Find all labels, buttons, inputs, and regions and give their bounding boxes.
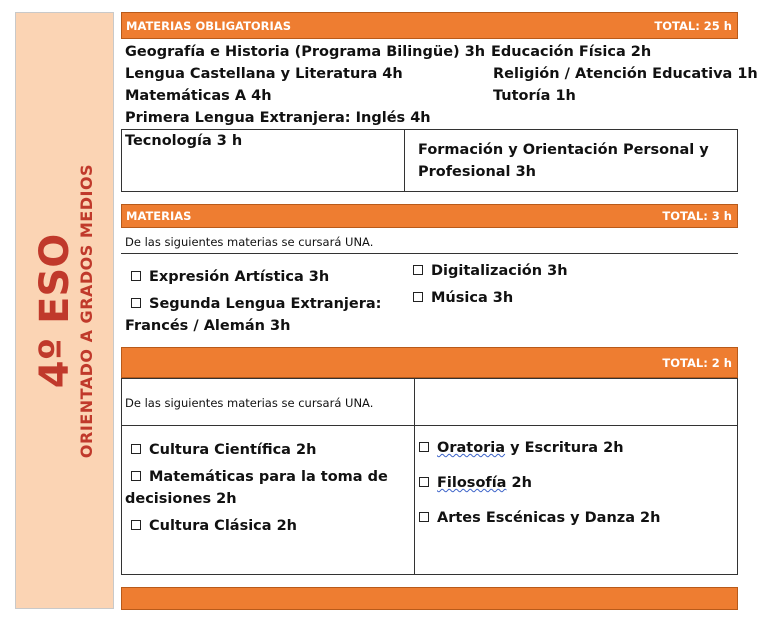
- option-cultura-cientifica[interactable]: Cultura Científica 2h: [131, 442, 316, 458]
- subject-geografia: Geografía e Historia (Programa Bilingüe) 3h: [125, 44, 486, 60]
- subject-educacion-fisica: Educación Física 2h: [491, 44, 652, 60]
- option-matematicas-decisiones-line2: decisiones 2h: [125, 491, 237, 507]
- checkbox-icon[interactable]: [131, 298, 141, 308]
- course-title: 4º ESO: [31, 233, 78, 388]
- subject-ingles: Primera Lengua Extranjera: Inglés 4h: [125, 110, 431, 126]
- option-oratoria[interactable]: Oratoria y Escritura 2h: [419, 440, 624, 456]
- option-expresion-artistica[interactable]: Expresión Artística 3h: [131, 269, 329, 285]
- checkbox-icon[interactable]: [419, 477, 429, 487]
- checkbox-icon[interactable]: [131, 444, 141, 454]
- spellcheck-word: Oratoria: [437, 440, 506, 456]
- optativas-table-rule: [121, 425, 738, 426]
- checkbox-icon[interactable]: [131, 271, 141, 281]
- optativas-table-divider: [414, 378, 415, 575]
- section-mandatory-title: MATERIAS OBLIGATORIAS: [126, 18, 292, 33]
- section-optativas-note: De las siguientes materias se cursará UNA.: [125, 396, 374, 410]
- subject-tecnologia: Tecnología 3 h: [125, 133, 243, 149]
- technology-table-divider: [404, 129, 405, 192]
- option-cultura-clasica[interactable]: Cultura Clásica 2h: [131, 518, 297, 534]
- side-banner-text: [33, 163, 97, 457]
- checkbox-icon[interactable]: [413, 292, 423, 302]
- spellcheck-word: Filosofía: [437, 475, 507, 491]
- option-matematicas-decisiones[interactable]: Matemáticas para la toma de: [131, 469, 388, 485]
- subject-tutoria: Tutoría 1h: [493, 88, 576, 104]
- subject-matematicas: Matemáticas A 4h: [125, 88, 272, 104]
- section-materias-rule: [121, 253, 738, 254]
- section-materias-title: MATERIAS: [126, 209, 192, 223]
- section-materias-total: TOTAL: 3 h: [662, 209, 732, 223]
- option-filosofia[interactable]: Filosofía 2h: [419, 475, 532, 491]
- option-digitalizacion[interactable]: Digitalización 3h: [413, 263, 568, 279]
- subject-formacion-line2: Profesional 3h: [418, 164, 536, 180]
- section-materias-header: [121, 204, 738, 228]
- checkbox-icon[interactable]: [419, 512, 429, 522]
- option-musica[interactable]: Música 3h: [413, 290, 513, 306]
- subject-lengua: Lengua Castellana y Literatura 4h: [125, 66, 403, 82]
- section-materias-note: De las siguientes materias se cursará UNA.: [125, 235, 374, 249]
- side-banner: [15, 12, 114, 609]
- subject-formacion-line1: Formación y Orientación Personal y: [418, 142, 709, 158]
- course-subtitle: ORIENTADO A GRADOS MEDIOS: [76, 163, 96, 458]
- subject-religion: Religión / Atención Educativa 1h: [493, 66, 758, 82]
- option-segunda-lengua-line2: Francés / Alemán 3h: [125, 318, 291, 334]
- section-optativas-total: TOTAL: 2 h: [662, 355, 732, 370]
- checkbox-icon[interactable]: [419, 442, 429, 452]
- section-mandatory-header: [121, 12, 738, 39]
- option-artes-escenicas[interactable]: Artes Escénicas y Danza 2h: [419, 510, 660, 526]
- checkbox-icon[interactable]: [131, 520, 141, 530]
- checkbox-icon[interactable]: [131, 471, 141, 481]
- section-optativas-header: [121, 347, 738, 378]
- option-segunda-lengua[interactable]: Segunda Lengua Extranjera:: [131, 296, 381, 312]
- section-mandatory-total: TOTAL: 25 h: [654, 18, 732, 33]
- footer-bar: [121, 587, 738, 610]
- checkbox-icon[interactable]: [413, 265, 423, 275]
